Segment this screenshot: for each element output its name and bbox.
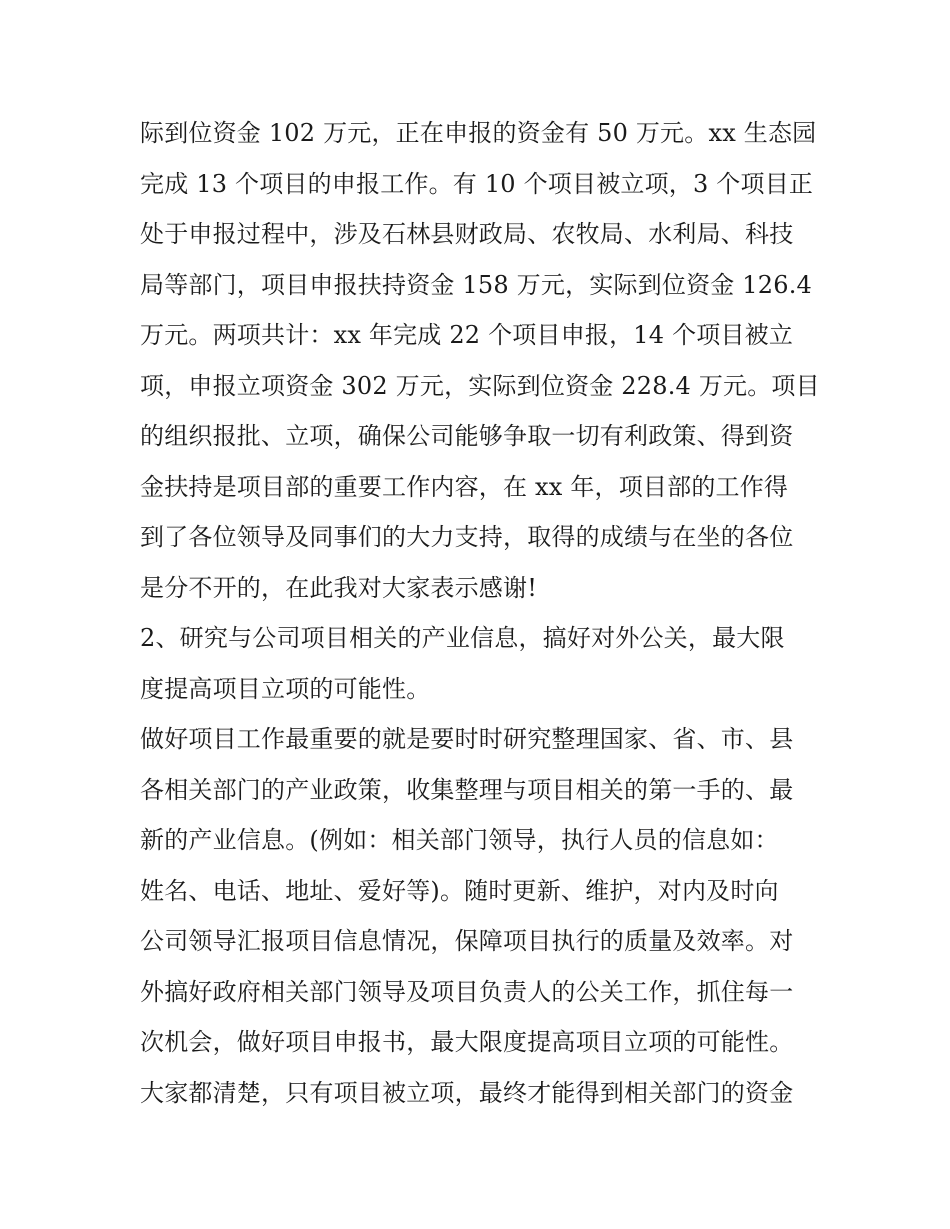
text-line: 各相关部门的产业政策，收集整理与项目相关的第一手的、最 (140, 775, 794, 804)
text-line: 是分不开的，在此我对大家表示感谢! (140, 573, 538, 602)
text-line: 处于申报过程中，涉及石林县财政局、农牧局、水利局、科技 (140, 220, 794, 248)
text-line: 万元。两项共计：xx 年完成 22 个项目申报，14 个项目被立 (140, 321, 794, 349)
text-line: 姓名、电话、地址、爱好等)。随时更新、维护，对内及时向 (140, 876, 779, 905)
text-line: 到了各位领导及同事们的大力支持，取得的成绩与在坐的各位 (140, 523, 794, 551)
text-line: 项，申报立项资金 302 万元，实际到位资金 228.4 万元。项目 (140, 371, 820, 400)
text-line: 际到位资金 102 万元，正在申报的资金有 50 万元。xx 生态园 (140, 119, 817, 147)
text-line: 做好项目工作最重要的就是要时时研究整理国家、省、市、县 (140, 725, 794, 753)
document-body (140, 108, 820, 1118)
text-line: 完成 13 个项目的申报工作。有 10 个项目被立项，3 个项目正 (140, 169, 814, 198)
text-line: 的组织报批、立项，确保公司能够争取一切有利政策、得到资 (140, 422, 794, 450)
text-line: 公司领导汇报项目信息情况，保障项目执行的质量及效率。对 (140, 927, 794, 955)
text-line: 新的产业信息。(例如：相关部门领导，执行人员的信息如： (140, 826, 779, 854)
text-line: 金扶持是项目部的重要工作内容，在 xx 年，项目部的工作得 (140, 472, 789, 501)
text-line: 外搞好政府相关部门领导及项目负责人的公关工作，抓住每一 (140, 977, 794, 1006)
text-line: 次机会，做好项目申报书，最大限度提高项目立项的可能性。 (140, 1028, 794, 1056)
section-heading-line: 2、研究与公司项目相关的产业信息，搞好对外公关，最大限 (140, 624, 785, 652)
text-line: 局等部门，项目申报扶持资金 158 万元，实际到位资金 126.4 (140, 270, 813, 299)
text-line: 大家都清楚，只有项目被立项，最终才能得到相关部门的资金 (140, 1078, 794, 1107)
section-heading-line: 度提高项目立项的可能性。 (140, 674, 431, 703)
